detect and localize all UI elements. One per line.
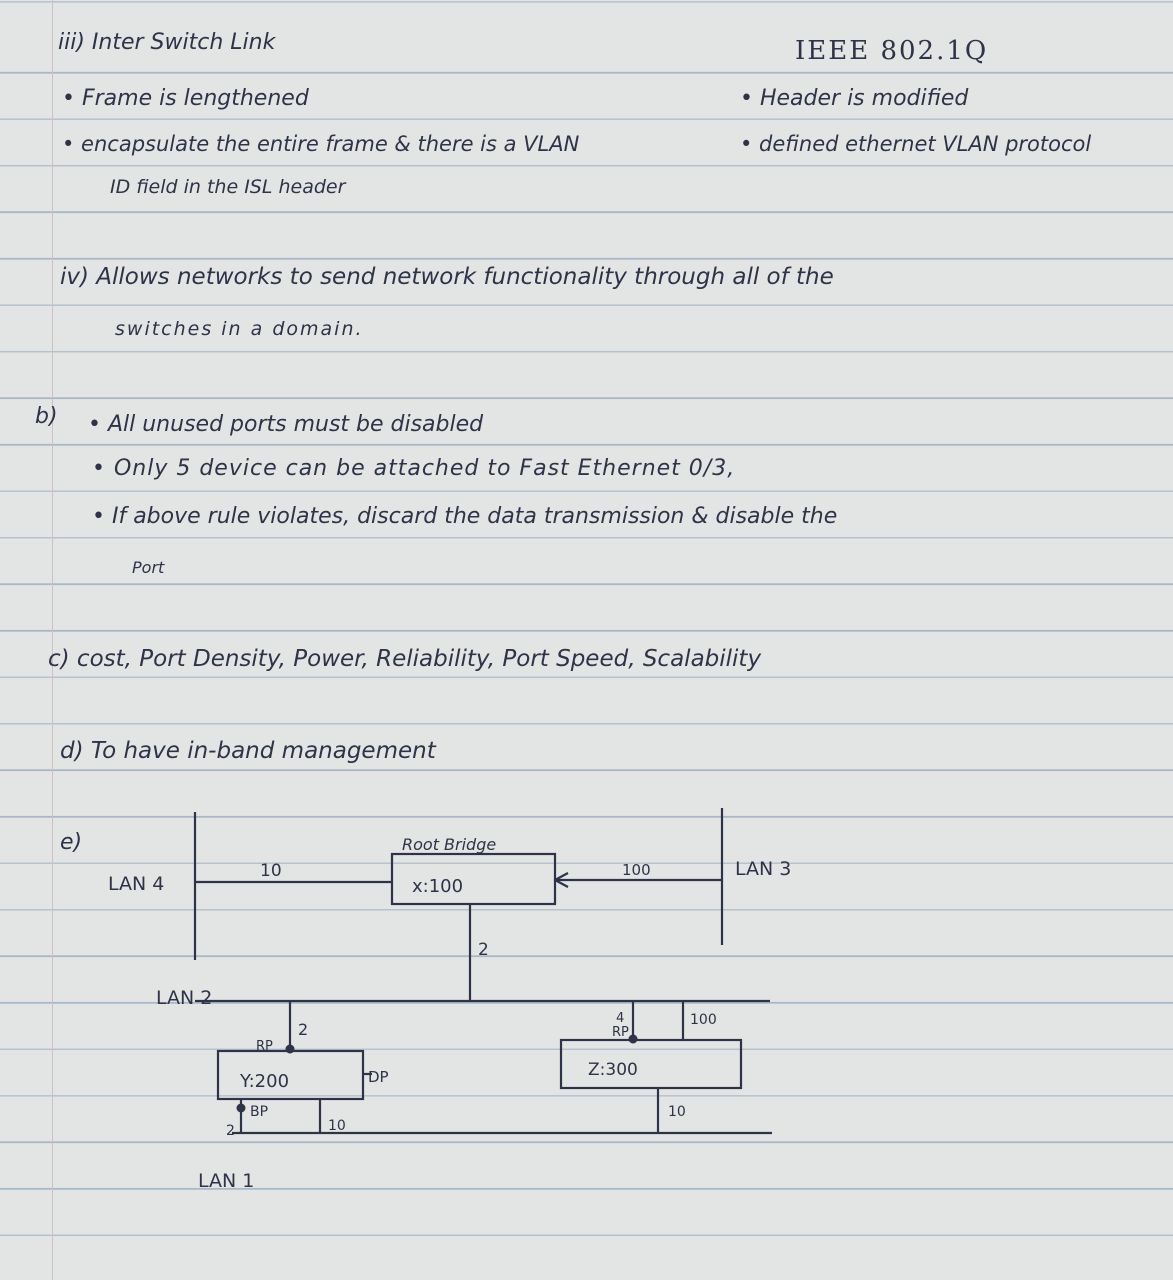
section-b-line: • Only 5 device can be attached to Fast Ethernet 0/3, xyxy=(92,456,736,481)
section-b-line: • All unused ports must be disabled xyxy=(88,412,484,437)
cost-z-lan2-right: 100 xyxy=(690,1012,717,1028)
link-arrow-mark xyxy=(555,873,568,880)
root-bridge-box xyxy=(392,854,555,904)
section-b-line: • If above rule violates, discard the data transmission & disable the xyxy=(92,504,838,529)
ieee-point: • defined ethernet VLAN protocol xyxy=(740,132,1092,156)
cost-y-lan2: 2 xyxy=(298,1020,309,1039)
lan3-label: LAN 3 xyxy=(735,858,792,880)
section-c-text: c) cost, Port Density, Power, Reliability, Port Speed, Scalability xyxy=(48,646,762,672)
bridge-y-box xyxy=(218,1051,363,1099)
cost-y-lan1-right: 10 xyxy=(328,1118,346,1134)
section-e-label: e) xyxy=(60,830,83,855)
isl-point: • Frame is lengthened xyxy=(62,86,309,111)
y-root-port-dot xyxy=(286,1045,295,1054)
cost-y-lan1-left: 2 xyxy=(226,1123,235,1139)
section-b-line: Port xyxy=(132,558,165,577)
y-designated-port-label: DP xyxy=(368,1068,389,1086)
cost-z-lan2-left: 4 xyxy=(616,1011,625,1026)
lan4-label: LAN 4 xyxy=(108,873,165,895)
section-b-label: b) xyxy=(35,404,58,429)
iv-line: iv) Allows networks to send network functionality through all of the xyxy=(60,264,834,290)
cost-lan4-root: 10 xyxy=(260,861,282,881)
bridge-y-id: Y:200 xyxy=(240,1071,290,1092)
cost-root-lan2: 2 xyxy=(478,940,489,960)
lan2-label: LAN 2 xyxy=(156,987,213,1009)
isl-title: iii) Inter Switch Link xyxy=(58,30,276,55)
root-bridge-title: Root Bridge xyxy=(402,835,497,854)
iv-line: switches in a domain. xyxy=(115,318,364,340)
ieee-point: • Header is modified xyxy=(740,86,969,111)
lan1-label: LAN 1 xyxy=(198,1170,255,1192)
cost-root-lan3: 100 xyxy=(622,861,651,879)
ieee-title: IEEE 802.1Q xyxy=(795,36,989,66)
isl-point: ID field in the ISL header xyxy=(110,176,346,198)
section-d-text: d) To have in-band management xyxy=(60,738,436,764)
y-blocked-port-dot xyxy=(237,1104,246,1113)
z-root-port-label: RP xyxy=(612,1025,629,1040)
isl-point: • encapsulate the entire frame & there is a VLAN xyxy=(62,132,580,156)
z-root-port-dot xyxy=(629,1035,638,1044)
y-root-port-label: RP xyxy=(256,1039,273,1054)
y-blocked-port-label: BP xyxy=(250,1104,269,1120)
bridge-z-id: Z:300 xyxy=(588,1060,638,1080)
bridge-z-box xyxy=(561,1040,741,1088)
link-arrow-mark xyxy=(555,880,568,887)
page-margin-line xyxy=(52,0,53,1280)
root-bridge-id: x:100 xyxy=(412,876,464,897)
cost-z-lan1: 10 xyxy=(668,1104,686,1120)
